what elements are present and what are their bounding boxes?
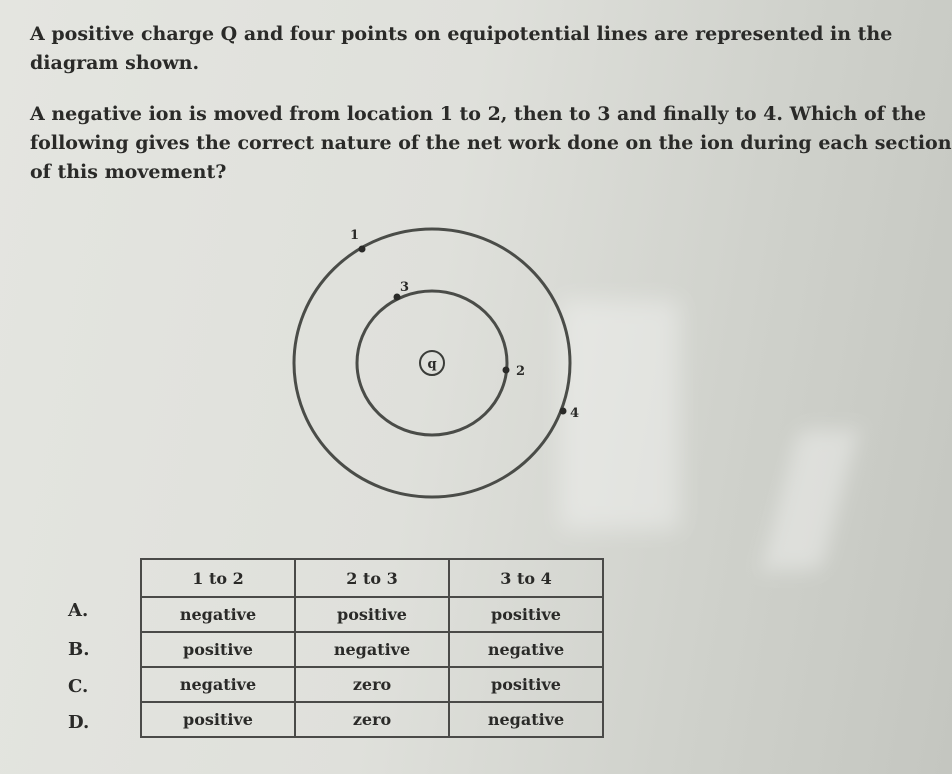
- table-cell: negative: [141, 667, 295, 702]
- point-1-dot: [359, 246, 366, 253]
- header-1-to-2: 1 to 2: [141, 559, 295, 597]
- point-1-label: 1: [350, 228, 360, 243]
- table-cell: zero: [295, 667, 449, 702]
- option-a-row[interactable]: [141, 597, 603, 632]
- table-cell: negative: [141, 597, 295, 632]
- question-line: A negative ion is moved from location 1 to 2, then to 3 and finally to 4. Which of the: [30, 103, 927, 125]
- question-intro: [30, 20, 893, 78]
- table-cell: positive: [141, 632, 295, 667]
- table-cell: positive: [295, 597, 449, 632]
- header-3-to-4: 3 to 4: [449, 559, 603, 597]
- intro-line: A positive charge Q and four points on equipotential lines are represented in the: [30, 23, 893, 45]
- point-2-label: 2: [516, 364, 526, 379]
- answer-options-table: [140, 558, 604, 738]
- option-d-label[interactable]: D.: [68, 712, 90, 733]
- option-a-label[interactable]: A.: [68, 600, 89, 621]
- option-b-label[interactable]: B.: [68, 639, 90, 660]
- question-line: of this movement?: [30, 161, 227, 183]
- question-text: [30, 100, 952, 187]
- table-cell: negative: [449, 632, 603, 667]
- table-cell: negative: [295, 632, 449, 667]
- point-3-label: 3: [400, 280, 410, 295]
- table-cell: positive: [141, 702, 295, 737]
- point-2-dot: [503, 367, 510, 374]
- table-header-row: [141, 559, 603, 597]
- option-d-row[interactable]: [141, 702, 603, 737]
- intro-line: diagram shown.: [30, 52, 200, 74]
- option-c-label[interactable]: C.: [68, 676, 89, 697]
- header-2-to-3: 2 to 3: [295, 559, 449, 597]
- point-4-dot: [560, 408, 567, 415]
- equipotential-diagram: [280, 215, 580, 510]
- charge-label: q: [427, 357, 437, 372]
- light-glare: [761, 430, 859, 570]
- table-cell: zero: [295, 702, 449, 737]
- table-cell: positive: [449, 597, 603, 632]
- question-line: following gives the correct nature of the net work done on the ion during each section: [30, 132, 952, 154]
- table-cell: negative: [449, 702, 603, 737]
- point-4-label: 4: [570, 406, 580, 421]
- option-b-row[interactable]: [141, 632, 603, 667]
- table-cell: positive: [449, 667, 603, 702]
- option-c-row[interactable]: [141, 667, 603, 702]
